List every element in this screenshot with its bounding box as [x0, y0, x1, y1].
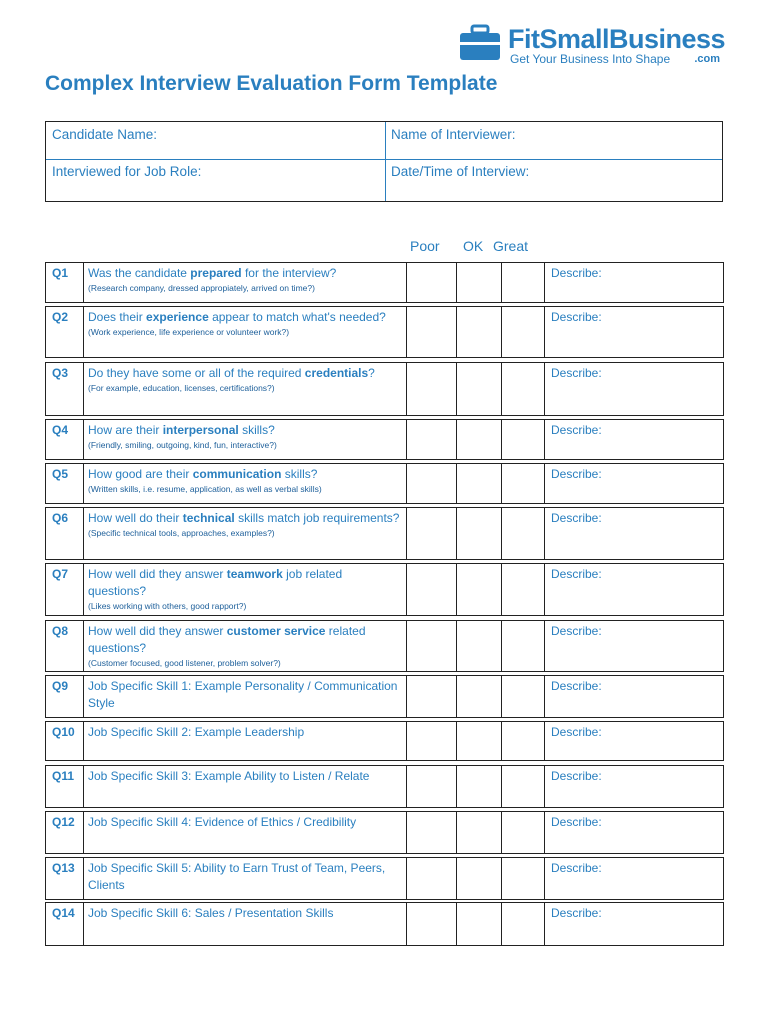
question-keyword: credentials — [304, 366, 369, 380]
question-row — [45, 811, 724, 854]
question-row — [45, 675, 724, 718]
question-row — [45, 620, 724, 672]
candidate-info-table — [45, 121, 723, 202]
question-text-pre: Job Specific Skill 6: Sales / Presentation Skills — [88, 906, 334, 920]
rating-box-ok[interactable] — [456, 722, 501, 760]
question-text — [84, 363, 406, 415]
question-text-pre: Job Specific Skill 5: Ability to Earn Trust of Team, Peers, Clients — [88, 861, 386, 892]
question-text-post: skills match job requirements? — [234, 511, 400, 525]
rating-box-ok[interactable] — [456, 766, 501, 807]
question-keyword: prepared — [190, 266, 242, 280]
rating-box-poor[interactable] — [406, 722, 456, 760]
question-number: Q5 — [46, 464, 84, 503]
question-number: Q14 — [46, 903, 84, 945]
describe-field[interactable]: Describe: — [544, 564, 725, 615]
question-text-pre: Job Specific Skill 4: Evidence of Ethics / Credibility — [88, 815, 357, 829]
question-row — [45, 419, 724, 460]
rating-box-ok[interactable] — [456, 564, 501, 615]
question-number: Q8 — [46, 621, 84, 671]
rating-box-poor[interactable] — [406, 420, 456, 459]
rating-box-great[interactable] — [501, 722, 544, 760]
question-number: Q11 — [46, 766, 84, 807]
rating-box-poor[interactable] — [406, 903, 456, 945]
describe-field[interactable]: Describe: — [544, 903, 725, 945]
describe-field[interactable]: Describe: — [544, 464, 725, 503]
question-text-post: related questions? — [88, 624, 366, 655]
question-keyword: customer service — [226, 624, 326, 638]
rating-box-poor[interactable] — [406, 564, 456, 615]
question-hint: (For example, education, licenses, certifications?) — [88, 383, 275, 393]
question-number: Q10 — [46, 722, 84, 760]
question-row — [45, 306, 724, 358]
rating-box-ok[interactable] — [456, 363, 501, 415]
question-keyword: technical — [182, 511, 235, 525]
question-hint: (Customer focused, good listener, problem solver?) — [88, 658, 281, 668]
question-text — [84, 903, 406, 945]
brand-name: FitSmallBusiness — [508, 24, 726, 54]
question-text-post: skills? — [238, 423, 275, 437]
question-number: Q1 — [46, 263, 84, 302]
question-number: Q6 — [46, 508, 84, 559]
rating-box-poor[interactable] — [406, 508, 456, 559]
question-text — [84, 621, 406, 671]
rating-header-ok: OK — [463, 238, 484, 254]
rating-box-great[interactable] — [501, 564, 544, 615]
describe-field[interactable]: Describe: — [544, 766, 725, 807]
question-text-pre: Does their — [88, 310, 147, 324]
question-text-pre: Job Specific Skill 3: Example Ability to Listen / Relate — [88, 769, 370, 783]
question-keyword: interpersonal — [162, 423, 239, 437]
question-text-pre: Was the candidate — [88, 266, 191, 280]
rating-box-poor[interactable] — [406, 263, 456, 302]
rating-box-poor[interactable] — [406, 858, 456, 899]
question-number: Q7 — [46, 564, 84, 615]
date-time-field[interactable]: Date/Time of Interview: — [391, 164, 530, 179]
question-text-pre: How well did they answer — [88, 624, 227, 638]
describe-field[interactable]: Describe: — [544, 722, 725, 760]
question-text-post: appear to match what's needed? — [208, 310, 386, 324]
rating-header-great: Great — [493, 238, 529, 254]
question-text — [84, 812, 406, 853]
question-text-pre: How good are their — [88, 467, 193, 481]
question-text — [84, 508, 406, 559]
rating-box-ok[interactable] — [456, 263, 501, 302]
candidate-name-field[interactable]: Candidate Name: — [52, 127, 158, 142]
question-hint: (Research company, dressed appropiately, arrived on time?) — [88, 283, 315, 293]
page-title: Complex Interview Evaluation Form Template — [45, 72, 498, 95]
brand-tagline: Get Your Business Into Shape — [510, 52, 671, 66]
question-hint: (Specific technical tools, approaches, examples?) — [88, 528, 275, 538]
describe-field[interactable]: Describe: — [544, 363, 725, 415]
question-text-post: skills? — [281, 467, 318, 481]
question-row — [45, 902, 724, 946]
describe-field[interactable]: Describe: — [544, 858, 725, 899]
rating-box-great[interactable] — [501, 307, 544, 357]
question-number: Q4 — [46, 420, 84, 459]
rating-box-great[interactable] — [501, 812, 544, 853]
rating-box-great[interactable] — [501, 263, 544, 302]
rating-header-poor: Poor — [410, 238, 440, 254]
rating-box-poor[interactable] — [406, 363, 456, 415]
question-row — [45, 857, 724, 900]
describe-field[interactable]: Describe: — [544, 621, 725, 671]
question-keyword: teamwork — [226, 567, 283, 581]
rating-box-great[interactable] — [501, 766, 544, 807]
question-hint: (Written skills, i.e. resume, application, as well as verbal skills) — [88, 484, 322, 494]
rating-box-ok[interactable] — [456, 858, 501, 899]
rating-box-ok[interactable] — [456, 464, 501, 503]
question-number: Q12 — [46, 812, 84, 853]
question-text-post: ? — [368, 366, 375, 380]
question-number: Q2 — [46, 307, 84, 357]
rating-box-great[interactable] — [501, 676, 544, 717]
question-number: Q9 — [46, 676, 84, 717]
rating-box-ok[interactable] — [456, 307, 501, 357]
rating-box-poor[interactable] — [406, 812, 456, 853]
brand-logo — [458, 22, 726, 68]
rating-box-poor[interactable] — [406, 621, 456, 671]
rating-box-poor[interactable] — [406, 464, 456, 503]
question-text-post: job related questions? — [88, 567, 343, 598]
rating-box-poor[interactable] — [406, 676, 456, 717]
describe-field[interactable]: Describe: — [544, 420, 725, 459]
question-row — [45, 362, 724, 416]
describe-field[interactable]: Describe: — [544, 263, 725, 302]
question-row — [45, 507, 724, 560]
question-hint: (Likes working with others, good rapport?) — [88, 601, 247, 611]
rating-box-poor[interactable] — [406, 766, 456, 807]
rating-box-great[interactable] — [501, 420, 544, 459]
question-text — [84, 722, 406, 760]
question-keyword: communication — [192, 467, 282, 481]
rating-box-great[interactable] — [501, 621, 544, 671]
question-hint: (Friendly, smiling, outgoing, kind, fun, interactive?) — [88, 440, 277, 450]
rating-box-great[interactable] — [501, 508, 544, 559]
question-text — [84, 564, 406, 615]
question-text — [84, 766, 406, 807]
rating-box-great[interactable] — [501, 464, 544, 503]
question-hint: (Work experience, life experience or volunteer work?) — [88, 327, 290, 337]
question-number: Q3 — [46, 363, 84, 415]
question-text-pre: Job Specific Skill 2: Example Leadership — [88, 725, 305, 739]
question-text — [84, 263, 406, 302]
question-text-pre: How well did they answer — [88, 567, 227, 581]
rating-box-ok[interactable] — [456, 420, 501, 459]
question-text-pre: Do they have some or all of the required — [88, 366, 305, 380]
question-number: Q13 — [46, 858, 84, 899]
brand-dotcom: .com — [694, 53, 720, 65]
rating-box-ok[interactable] — [456, 903, 501, 945]
question-row — [45, 262, 724, 303]
question-row — [45, 463, 724, 504]
briefcase-icon — [458, 24, 504, 62]
question-text — [84, 858, 406, 899]
describe-field[interactable]: Describe: — [544, 508, 725, 559]
rating-box-great[interactable] — [501, 363, 544, 415]
rating-box-ok[interactable] — [456, 676, 501, 717]
describe-field[interactable]: Describe: — [544, 676, 725, 717]
rating-box-poor[interactable] — [406, 307, 456, 357]
question-text-pre: How well do their — [88, 511, 183, 525]
question-text — [84, 420, 406, 459]
question-keyword: experience — [146, 310, 209, 324]
question-text — [84, 676, 406, 717]
rating-box-great[interactable] — [501, 858, 544, 899]
question-row — [45, 721, 724, 761]
question-row — [45, 563, 724, 616]
rating-box-ok[interactable] — [456, 621, 501, 671]
question-text-pre: How are their — [88, 423, 163, 437]
rating-box-great[interactable] — [501, 903, 544, 945]
job-role-field[interactable]: Interviewed for Job Role: — [52, 164, 202, 179]
rating-box-ok[interactable] — [456, 508, 501, 559]
interviewer-name-field[interactable]: Name of Interviewer: — [391, 127, 516, 142]
question-row — [45, 765, 724, 808]
question-text — [84, 307, 406, 357]
describe-field[interactable]: Describe: — [544, 812, 725, 853]
rating-box-ok[interactable] — [456, 812, 501, 853]
question-text — [84, 464, 406, 503]
question-text-pre: Job Specific Skill 1: Example Personality / Communication Style — [88, 679, 398, 710]
question-text-post: for the interview? — [241, 266, 337, 280]
describe-field[interactable]: Describe: — [544, 307, 725, 357]
